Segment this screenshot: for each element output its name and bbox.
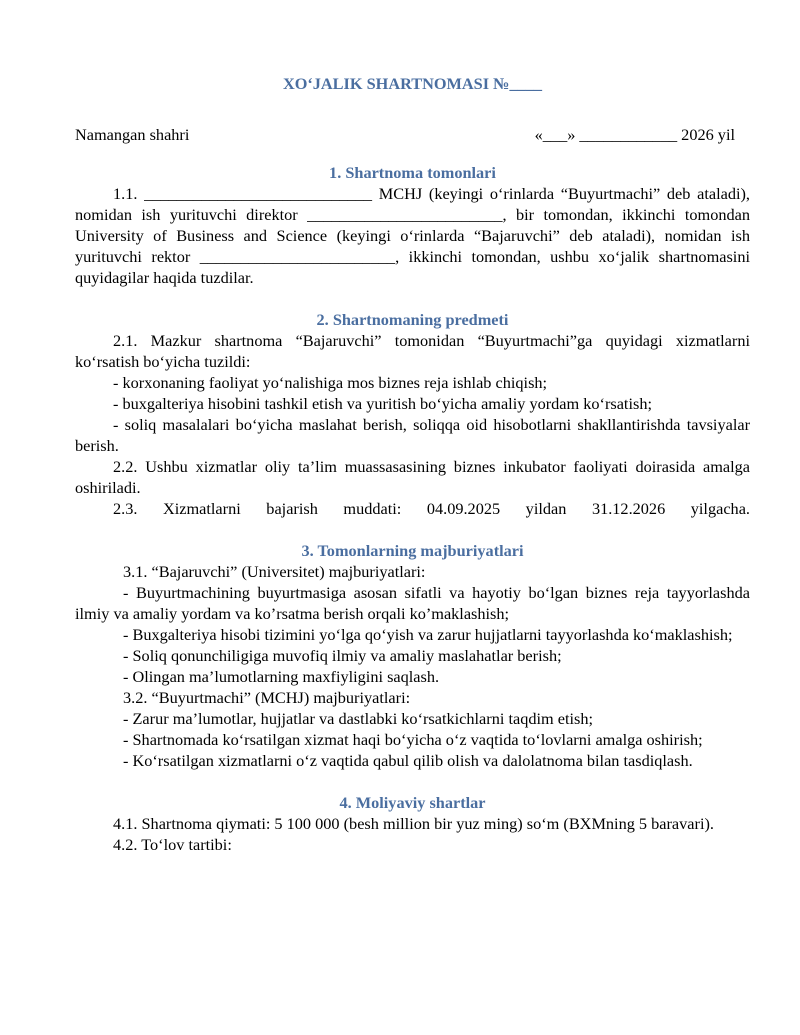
- section-3-bullet-5: - Zarur ma’lumotlar, hujjatlar va dastlabki ko‘rsatkichlarni taqdim etish;: [123, 709, 594, 728]
- section-4-paragraph-2: 4.2. To‘lov tartibi:: [113, 835, 232, 854]
- section-3-bullet-4: - Olingan ma’lumotlarning maxfiyligini saqlash.: [123, 667, 440, 686]
- section-2-bullet-2: - buxgalteriya hisobini tashkil etish va yuritish bo‘yicha amaliy yordam ko‘rsatish;: [113, 394, 652, 413]
- section-3-paragraph-2: 3.2. “Buyurtmachi” (MCHJ) majburiyatlari:: [123, 688, 411, 707]
- section-3-heading: 3. Tomonlarning majburiyatlari: [301, 541, 524, 560]
- section-3-bullet-1: - Buyurtmachining buyurtmasiga asosan sifatli va hayotiy bo‘lgan biznes reja tayyorlashda ilmiy va amaliy yordam va ko’rsatma berish orqali ko’maklashish;: [75, 583, 750, 623]
- section-2-paragraph-3: 2.3. Xizmatlarni bajarish muddati: 04.09.2025 yildan 31.12.2026 yilgacha.: [113, 499, 750, 518]
- section-2-bullet-3: - soliq masalalari bo‘yicha maslahat berish, soliqqa oid hisobotlarni shakllantirishda tavsiyalar berish.: [75, 415, 750, 455]
- section-2-paragraph-1: 2.1. Mazkur shartnoma “Bajaruvchi” tomonidan “Buyurtmachi”ga quyidagi xizmatlarni ko‘rsatish bo‘yicha tuzildi:: [75, 331, 750, 371]
- section-3-bullet-7: - Ko‘rsatilgan xizmatlarni o‘z vaqtida qabul qilib olish va dalolatnoma bilan tasdiqlash.: [123, 751, 693, 770]
- section-2-bullet-1: - korxonaning faoliyat yo‘nalishiga mos biznes reja ishlab chiqish;: [113, 373, 548, 392]
- document-title: XO‘JALIK SHARTNOMASI №____: [282, 74, 543, 93]
- section-1-paragraph-1: 1.1. ____________________________ MCHJ (keyingi o‘rinlarda “Buyurtmachi” deb ataladi), nomidan ish yurituvchi direktor ________________________, bir tomondan, ikkinchi tomondan University of Business and Science (keyingi o‘rinlarda “Bajaruvchi” deb ataladi), nomidan ish yurituvchi rektor ________________________, ikkinchi tomondan, ushbu xo‘jalik shartnomasini quyidagilar haqida tuzdilar.: [75, 184, 750, 287]
- section-3-bullet-2: - Buxgalteriya hisobi tizimini yo‘lga qo‘yish va zarur hujjatlarni tayyorlashda ko‘maklashish;: [123, 625, 733, 644]
- section-2-paragraph-2: 2.2. Ushbu xizmatlar oliy ta’lim muassasasining biznes inkubator faoliyati doirasida amalga oshiriladi.: [75, 457, 750, 497]
- section-3-paragraph-1: 3.1. “Bajaruvchi” (Universitet) majburiyatlari:: [123, 562, 426, 581]
- section-1-heading: 1. Shartnoma tomonlari: [329, 163, 496, 182]
- section-3-bullet-3: - Soliq qonunchiligiga muvofiq ilmiy va amaliy maslahatlar berish;: [123, 646, 562, 665]
- city-name: Namangan shahri: [75, 125, 190, 144]
- section-2-heading: 2. Shartnomaning predmeti: [316, 310, 509, 329]
- section-3-bullet-6: - Shartnomada ko‘rsatilgan xizmat haqi bo‘yicha o‘z vaqtida to‘lovlarni amalga oshirish;: [123, 730, 703, 749]
- section-4-heading: 4. Moliyaviy shartlar: [339, 793, 486, 812]
- place-date-line: [75, 124, 750, 145]
- section-4-paragraph-1: 4.1. Shartnoma qiymati: 5 100 000 (besh million bir yuz ming) so‘m (BXMning 5 baravari).: [113, 814, 714, 833]
- contract-date: «___» ____________ 2026 yil: [534, 125, 735, 144]
